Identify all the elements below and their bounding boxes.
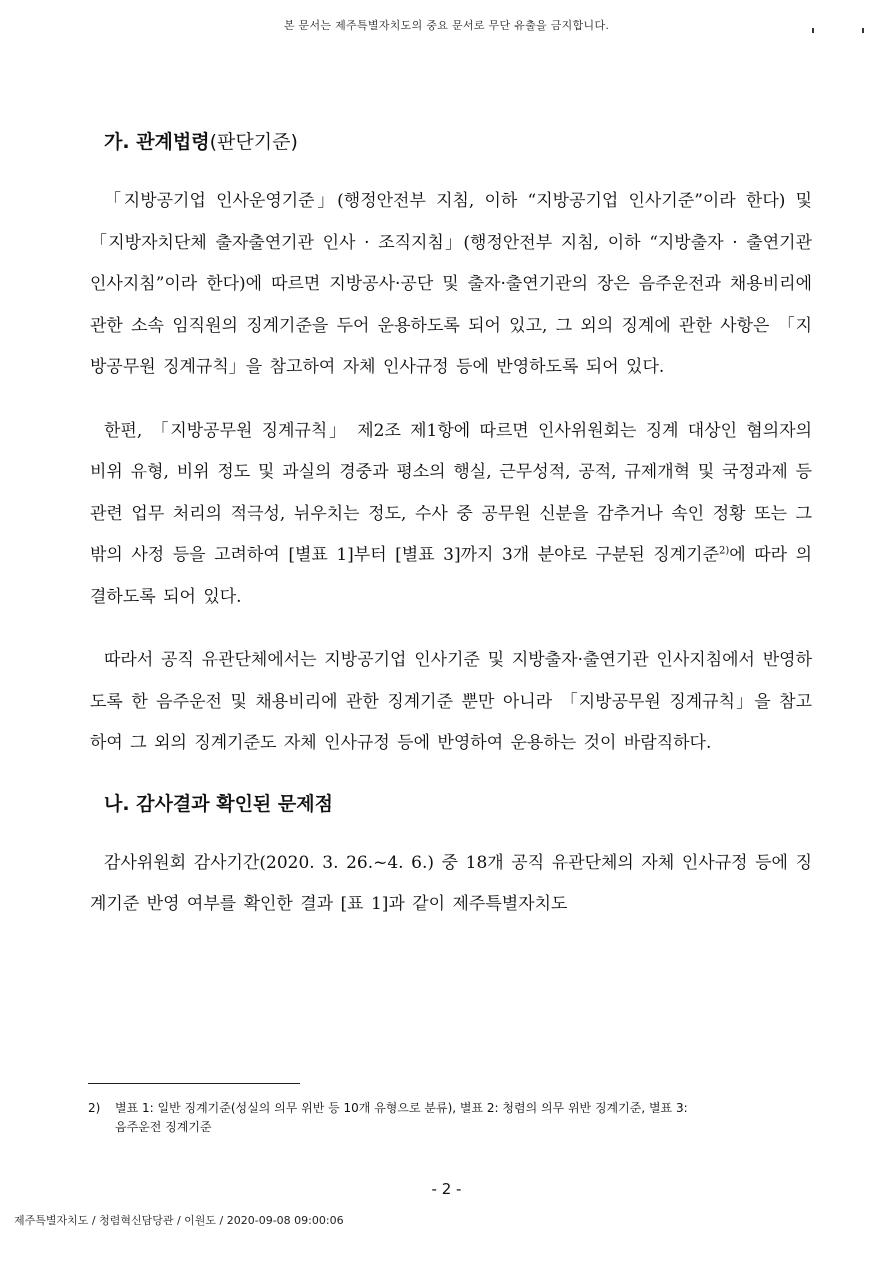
section-a-heading <box>90 125 812 159</box>
paragraph-text: 따라서 공직 유관단체에서는 지방공기업 인사기준 및 지방출자·출연기관 인사지침에서 반영하도록 한 음주운전 및 채용비리에 관한 징계기준 뿐만 아니라 「지방공무원 징계규칙」을 참고하여 그 외의 징계기준도 자체 인사규정 등에 반영하여 운용하는 것이 바람직하다. <box>90 650 812 753</box>
section-a-paragraph-2 <box>90 411 812 619</box>
page-number: - 2 - <box>431 1180 462 1198</box>
section-a-paragraph-1 <box>90 181 812 389</box>
section-a-title-paren: (판단기준) <box>209 131 298 153</box>
footnote-number: 2) <box>88 1101 101 1115</box>
footnote-line-1: 별표 1: 일반 징계기준(성실의 의무 위반 등 10개 유형으로 분류), 별표 2: 청렴의 의무 위반 징계기준, 별표 3: <box>115 1101 688 1115</box>
footnote <box>88 1099 813 1137</box>
section-a-paragraph-3 <box>90 640 812 765</box>
paragraph-text-cont: 에 따라 의결하도록 되어 있다. <box>90 545 813 607</box>
confidential-notice: 본 문서는 제주특별자치도의 중요 문서로 무단 유출을 금지합니다. <box>283 19 610 32</box>
section-b-heading: 나. 감사결과 확인된 문제점 <box>104 792 333 815</box>
footnote-ref: 2) <box>719 545 730 557</box>
scan-mark <box>862 28 864 33</box>
section-a-title: 가. 관계법령 <box>104 131 210 153</box>
document-footer: 제주특별자치도 / 청렴혁신담당관 / 이원도 / 2020-09-08 09:00:06 <box>14 1214 344 1227</box>
footnote-divider <box>88 1083 300 1084</box>
main-content <box>90 125 812 948</box>
footnote-line-2: 음주운전 징계기준 <box>115 1120 212 1134</box>
paragraph-text: 한편, 「지방공무원 징계규칙」 제2조 제1항에 따르면 인사위원회는 징계 대상인 혐의자의 비위 유형, 비위 정도 및 과실의 경중과 평소의 행실, 근무성적, 공적, 규제개혁 및 국정과제 등 관련 업무 처리의 적극성, 뉘우치는 정도, 수사 중 공무원 신분을 감추거나 속인 정황 또는 그 밖의 사정 등을 고려하여 [별표 1]부터 [별표 3]까지 3개 분야로 구분된 징계기준 <box>90 420 812 565</box>
paragraph-text: 감사위원회 감사기간(2020. 3. 26.~4. 6.) 중 18개 공직 유관단체의 자체 인사규정 등에 징계기준 반영 여부를 확인한 결과 [표 1]과 같이 제주특별자치도 <box>90 852 812 914</box>
section-b-paragraph-1 <box>90 843 812 926</box>
scan-mark <box>812 28 814 33</box>
paragraph-text: 「지방공기업 인사운영기준」(행정안전부 지침, 이하 “지방공기업 인사기준”이라 한다) 및 「지방자치단체 출자출연기관 인사 · 조직지침」(행정안전부 지침, 이하 “지방출자 · 출연기관 인사지침”이라 한다)에 따르면 지방공사·공단 및 출자·출연기관의 장은 음주운전과 채용비리에 관한 소속 임직원의 징계기준을 두어 운용하도록 되어 있고, 그 외의 징계에 관한 사항은 「지방공무원 징계규칙」을 참고하여 자체 인사규정 등에 반영하도록 되어 있다. <box>90 191 812 377</box>
